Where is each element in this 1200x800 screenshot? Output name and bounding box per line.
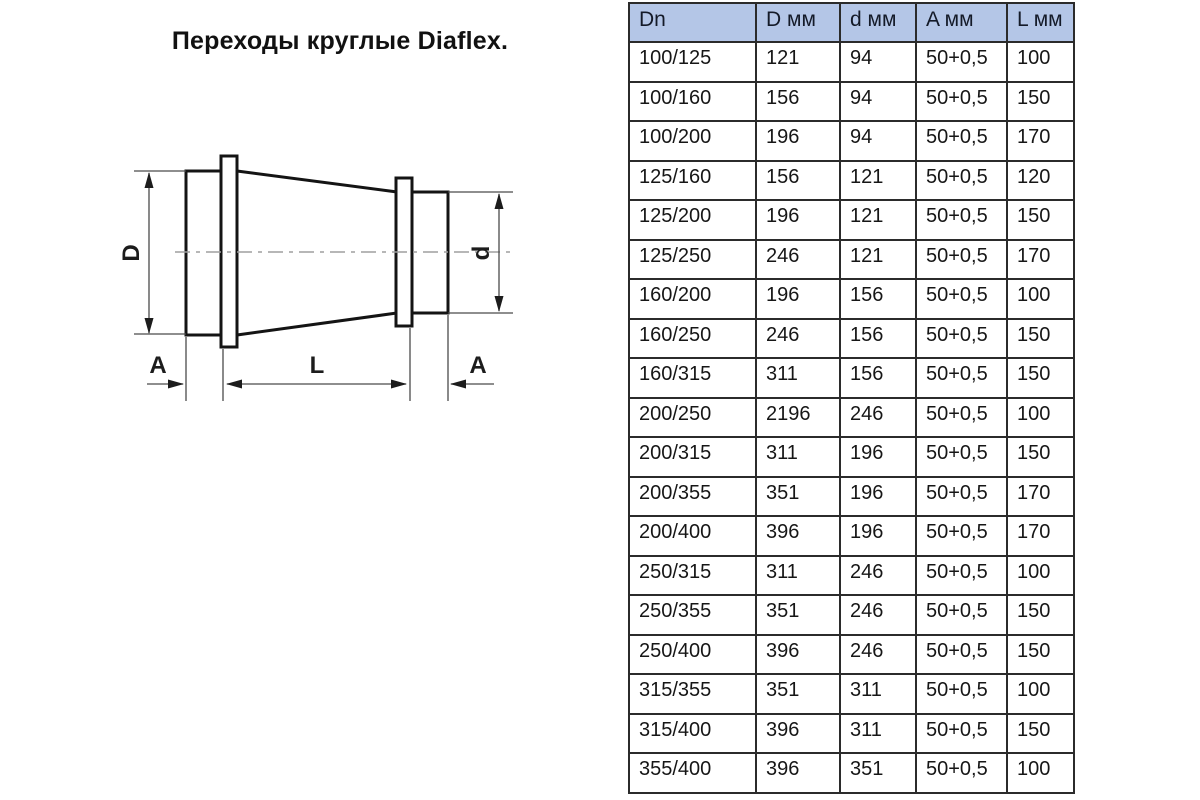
table-row [629, 556, 1074, 596]
table-cell: 246 [840, 398, 916, 438]
dim-L [226, 352, 407, 389]
table-cell: 50+0,5 [916, 714, 1007, 754]
dim-A-right [450, 352, 494, 389]
table-cell: 351 [840, 753, 916, 793]
table-cell: 50+0,5 [916, 161, 1007, 201]
arrow-right-icon [391, 380, 407, 389]
table-row [629, 319, 1074, 359]
header-l-mm: L мм [1007, 3, 1074, 42]
dim-label-length: L [309, 352, 325, 379]
table-cell: 150 [1007, 319, 1074, 359]
reducer-body [186, 156, 448, 347]
table-row [629, 437, 1074, 477]
table-cell: 100/200 [629, 121, 756, 161]
table-cell: 150 [1007, 200, 1074, 240]
arrow-down-icon [145, 318, 154, 334]
table-cell: 196 [840, 516, 916, 556]
table-cell: 94 [840, 121, 916, 161]
table-row [629, 516, 1074, 556]
table-cell: 100/125 [629, 42, 756, 82]
table-cell: 351 [756, 595, 840, 635]
table-cell: 2196 [756, 398, 840, 438]
table-cell: 311 [756, 437, 840, 477]
table-header-row [629, 3, 1074, 42]
dim-A-left [147, 352, 184, 389]
table-cell: 200/315 [629, 437, 756, 477]
table-cell: 196 [756, 200, 840, 240]
table-cell: 100 [1007, 398, 1074, 438]
table-cell: 246 [840, 595, 916, 635]
table-cell: 396 [756, 516, 840, 556]
arrow-up-icon [495, 193, 504, 209]
table-row [629, 595, 1074, 635]
table-cell: 196 [840, 477, 916, 517]
table-cell: 156 [840, 319, 916, 359]
spec-table-body [629, 42, 1074, 793]
table-cell: 121 [840, 240, 916, 280]
table-cell: 170 [1007, 121, 1074, 161]
table-cell: 100 [1007, 279, 1074, 319]
table-cell: 50+0,5 [916, 595, 1007, 635]
dim-label-small-diameter: d [468, 245, 495, 261]
table-row [629, 42, 1074, 82]
table-cell: 121 [756, 42, 840, 82]
table-row [629, 477, 1074, 517]
table-cell: 311 [840, 714, 916, 754]
table-cell: 250/355 [629, 595, 756, 635]
table-cell: 50+0,5 [916, 82, 1007, 122]
table-cell: 121 [840, 200, 916, 240]
table-cell: 50+0,5 [916, 437, 1007, 477]
table-cell: 156 [840, 358, 916, 398]
arrow-left-icon [450, 380, 466, 389]
table-cell: 156 [756, 161, 840, 201]
table-cell: 50+0,5 [916, 516, 1007, 556]
table-row [629, 279, 1074, 319]
table-row [629, 635, 1074, 675]
table-cell: 196 [756, 279, 840, 319]
table-cell: 156 [840, 279, 916, 319]
table-cell: 100 [1007, 674, 1074, 714]
table-cell: 396 [756, 635, 840, 675]
table-cell: 50+0,5 [916, 635, 1007, 675]
table-cell: 125/160 [629, 161, 756, 201]
table-cell: 311 [840, 674, 916, 714]
table-cell: 170 [1007, 477, 1074, 517]
table-cell: 315/355 [629, 674, 756, 714]
table-cell: 94 [840, 42, 916, 82]
header-dn: Dn [629, 3, 756, 42]
table-cell: 50+0,5 [916, 200, 1007, 240]
table-cell: 150 [1007, 635, 1074, 675]
table-cell: 50+0,5 [916, 674, 1007, 714]
table-cell: 50+0,5 [916, 121, 1007, 161]
table-cell: 250/315 [629, 556, 756, 596]
table-cell: 170 [1007, 516, 1074, 556]
arrow-left-icon [226, 380, 242, 389]
table-cell: 200/400 [629, 516, 756, 556]
table-cell: 355/400 [629, 753, 756, 793]
arrow-down-icon [495, 296, 504, 312]
table-cell: 246 [840, 635, 916, 675]
table-cell: 396 [756, 714, 840, 754]
table-cell: 50+0,5 [916, 240, 1007, 280]
table-cell: 100 [1007, 753, 1074, 793]
table-cell: 315/400 [629, 714, 756, 754]
table-cell: 150 [1007, 358, 1074, 398]
table-row [629, 674, 1074, 714]
table-cell: 50+0,5 [916, 398, 1007, 438]
table-cell: 351 [756, 477, 840, 517]
table-cell: 196 [840, 437, 916, 477]
spec-table-container [628, 2, 1073, 794]
table-row [629, 82, 1074, 122]
table-cell: 100 [1007, 42, 1074, 82]
table-cell: 246 [756, 240, 840, 280]
table-cell: 121 [840, 161, 916, 201]
table-cell: 160/315 [629, 358, 756, 398]
table-cell: 150 [1007, 714, 1074, 754]
table-cell: 150 [1007, 82, 1074, 122]
table-cell: 246 [756, 319, 840, 359]
table-cell: 311 [756, 556, 840, 596]
table-cell: 100/160 [629, 82, 756, 122]
table-row [629, 753, 1074, 793]
table-row [629, 240, 1074, 280]
table-cell: 170 [1007, 240, 1074, 280]
table-cell: 311 [756, 358, 840, 398]
table-row [629, 121, 1074, 161]
page-title: Переходы круглые Diaflex. [171, 27, 509, 55]
dim-D [118, 172, 154, 334]
dim-label-large-diameter: D [118, 244, 145, 262]
header-a-mm: A мм [916, 3, 1007, 42]
table-cell: 351 [756, 674, 840, 714]
table-cell: 50+0,5 [916, 279, 1007, 319]
table-cell: 200/250 [629, 398, 756, 438]
table-cell: 50+0,5 [916, 753, 1007, 793]
table-cell: 396 [756, 753, 840, 793]
table-cell: 160/200 [629, 279, 756, 319]
header-d-small-mm: d мм [840, 3, 916, 42]
table-cell: 125/250 [629, 240, 756, 280]
table-cell: 120 [1007, 161, 1074, 201]
table-cell: 50+0,5 [916, 319, 1007, 359]
dim-label-collar-left: A [149, 352, 167, 379]
arrow-right-icon [168, 380, 184, 389]
table-cell: 150 [1007, 595, 1074, 635]
table-row [629, 358, 1074, 398]
table-cell: 250/400 [629, 635, 756, 675]
table-row [629, 200, 1074, 240]
spec-table [628, 2, 1075, 794]
table-cell: 50+0,5 [916, 556, 1007, 596]
table-cell: 246 [840, 556, 916, 596]
table-row [629, 161, 1074, 201]
cone-section [237, 171, 397, 335]
table-cell: 200/355 [629, 477, 756, 517]
table-cell: 156 [756, 82, 840, 122]
table-cell: 50+0,5 [916, 358, 1007, 398]
arrow-up-icon [145, 172, 154, 188]
table-cell: 50+0,5 [916, 42, 1007, 82]
dim-label-collar-right: A [469, 352, 487, 379]
table-cell: 160/250 [629, 319, 756, 359]
table-cell: 50+0,5 [916, 477, 1007, 517]
header-d-large-mm: D мм [756, 3, 840, 42]
table-row [629, 398, 1074, 438]
table-cell: 94 [840, 82, 916, 122]
table-cell: 125/200 [629, 200, 756, 240]
table-cell: 196 [756, 121, 840, 161]
table-cell: 100 [1007, 556, 1074, 596]
table-cell: 150 [1007, 437, 1074, 477]
table-row [629, 714, 1074, 754]
